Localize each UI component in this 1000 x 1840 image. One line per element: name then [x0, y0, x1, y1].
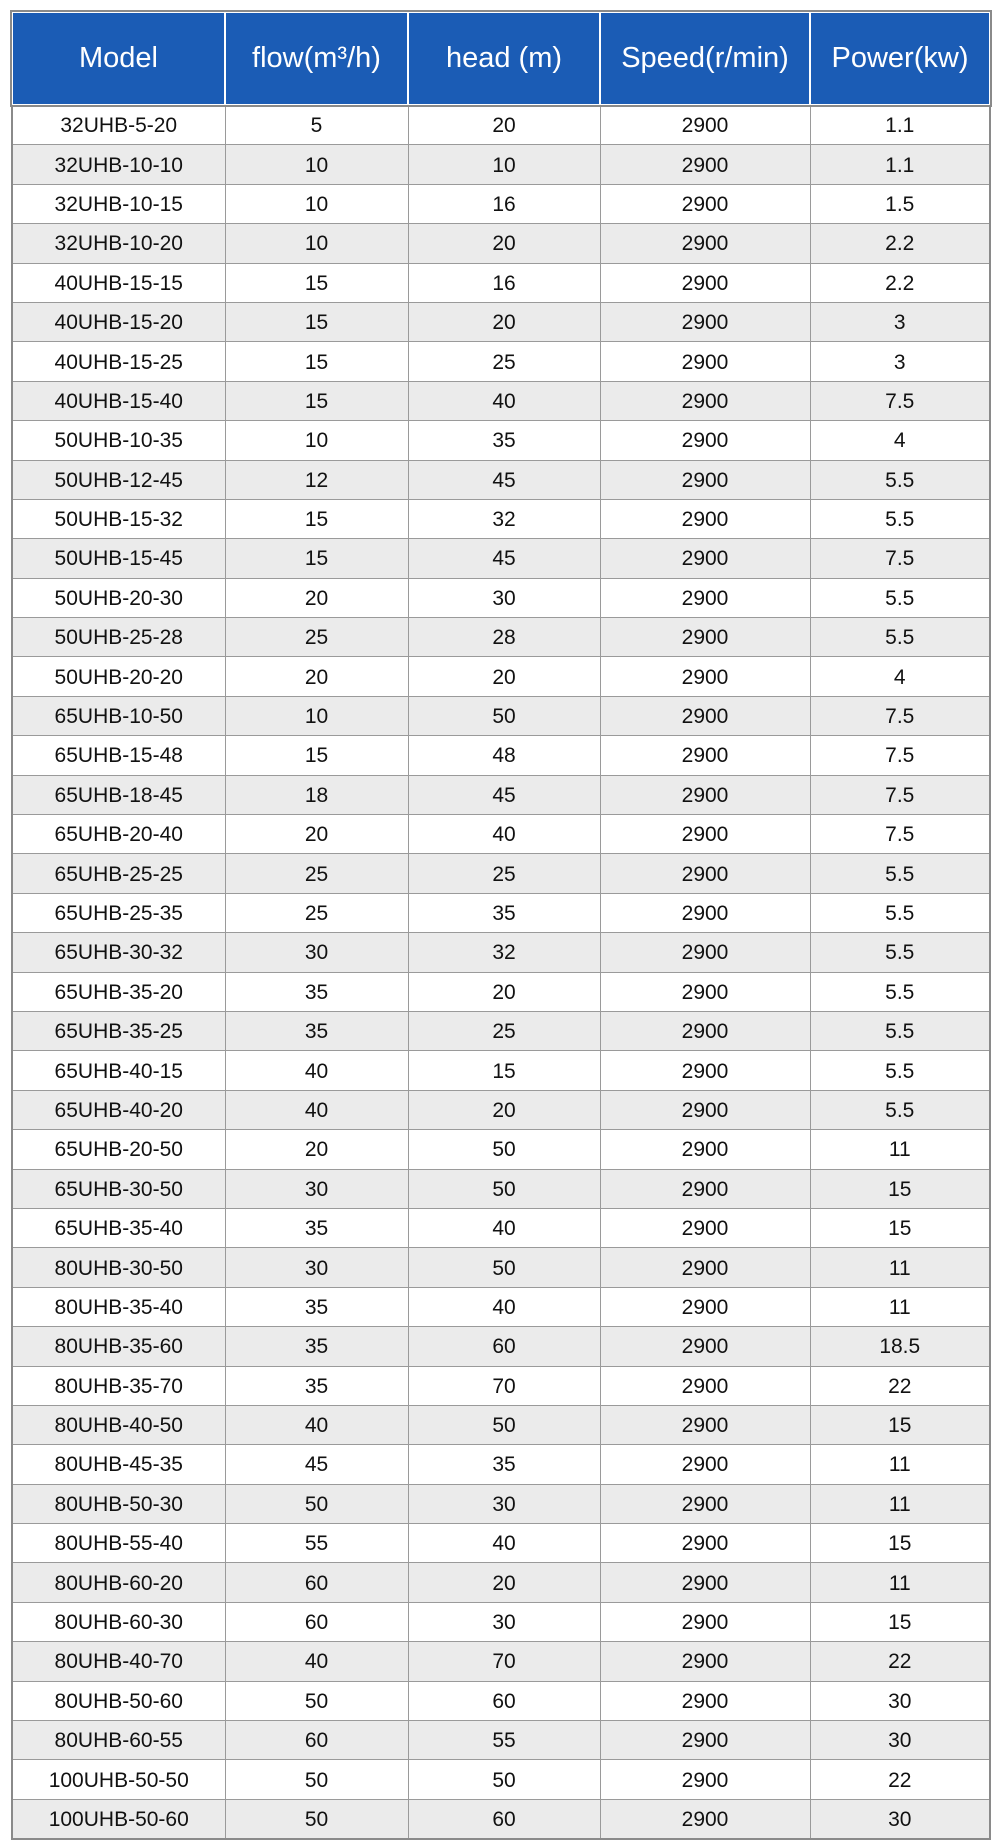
- cell-flow: 40: [225, 1642, 408, 1681]
- cell-head: 25: [408, 1011, 600, 1050]
- cell-head: 25: [408, 342, 600, 381]
- cell-power: 22: [810, 1760, 990, 1799]
- cell-flow: 15: [225, 302, 408, 341]
- cell-speed: 2900: [600, 263, 810, 302]
- cell-speed: 2900: [600, 815, 810, 854]
- cell-power: 7.5: [810, 539, 990, 578]
- cell-speed: 2900: [600, 775, 810, 814]
- table-row: [12, 1090, 990, 1129]
- column-header-flow: flow(m³/h): [225, 12, 408, 105]
- cell-head: 32: [408, 933, 600, 972]
- cell-speed: 2900: [600, 421, 810, 460]
- cell-power: 30: [810, 1721, 990, 1760]
- table-row: [12, 1287, 990, 1326]
- cell-speed: 2900: [600, 618, 810, 657]
- cell-model: 80UHB-60-20: [12, 1563, 225, 1602]
- cell-model: 65UHB-30-50: [12, 1169, 225, 1208]
- table-row: [12, 1248, 990, 1287]
- cell-speed: 2900: [600, 1130, 810, 1169]
- cell-speed: 2900: [600, 1524, 810, 1563]
- cell-power: 3: [810, 342, 990, 381]
- cell-speed: 2900: [600, 145, 810, 184]
- cell-speed: 2900: [600, 105, 810, 145]
- table-row: [12, 578, 990, 617]
- cell-flow: 50: [225, 1760, 408, 1799]
- column-header-head: head (m): [408, 12, 600, 105]
- cell-speed: 2900: [600, 1799, 810, 1839]
- cell-flow: 10: [225, 145, 408, 184]
- cell-speed: 2900: [600, 893, 810, 932]
- cell-model: 50UHB-15-32: [12, 499, 225, 538]
- table-row: [12, 460, 990, 499]
- cell-head: 20: [408, 302, 600, 341]
- cell-model: 50UHB-12-45: [12, 460, 225, 499]
- cell-flow: 15: [225, 381, 408, 420]
- table-row: [12, 421, 990, 460]
- cell-flow: 20: [225, 815, 408, 854]
- table-row: [12, 381, 990, 420]
- cell-flow: 40: [225, 1405, 408, 1444]
- cell-flow: 50: [225, 1681, 408, 1720]
- cell-flow: 55: [225, 1524, 408, 1563]
- cell-head: 16: [408, 263, 600, 302]
- cell-head: 60: [408, 1327, 600, 1366]
- table-row: [12, 1445, 990, 1484]
- cell-speed: 2900: [600, 224, 810, 263]
- cell-flow: 35: [225, 1287, 408, 1326]
- cell-power: 5.5: [810, 578, 990, 617]
- cell-flow: 10: [225, 224, 408, 263]
- cell-power: 3: [810, 302, 990, 341]
- cell-model: 100UHB-50-60: [12, 1799, 225, 1839]
- table-row: [12, 618, 990, 657]
- cell-power: 15: [810, 1405, 990, 1444]
- cell-model: 65UHB-40-15: [12, 1051, 225, 1090]
- cell-power: 5.5: [810, 1090, 990, 1129]
- cell-flow: 60: [225, 1602, 408, 1641]
- table-row: [12, 696, 990, 735]
- table-row: [12, 1524, 990, 1563]
- cell-power: 5.5: [810, 854, 990, 893]
- cell-power: 7.5: [810, 696, 990, 735]
- cell-model: 40UHB-15-25: [12, 342, 225, 381]
- cell-power: 11: [810, 1248, 990, 1287]
- cell-flow: 15: [225, 499, 408, 538]
- cell-speed: 2900: [600, 1051, 810, 1090]
- table-row: [12, 972, 990, 1011]
- cell-model: 65UHB-25-35: [12, 893, 225, 932]
- table-row: [12, 1563, 990, 1602]
- table-row: [12, 105, 990, 145]
- cell-speed: 2900: [600, 1208, 810, 1247]
- cell-head: 50: [408, 1760, 600, 1799]
- cell-speed: 2900: [600, 696, 810, 735]
- table-row: [12, 1799, 990, 1839]
- cell-flow: 35: [225, 1011, 408, 1050]
- cell-model: 80UHB-60-55: [12, 1721, 225, 1760]
- table-row: [12, 893, 990, 932]
- cell-head: 45: [408, 539, 600, 578]
- table-row: [12, 1366, 990, 1405]
- cell-power: 18.5: [810, 1327, 990, 1366]
- cell-speed: 2900: [600, 184, 810, 223]
- cell-speed: 2900: [600, 302, 810, 341]
- cell-flow: 50: [225, 1484, 408, 1523]
- column-header-power: Power(kw): [810, 12, 990, 105]
- cell-flow: 40: [225, 1051, 408, 1090]
- cell-head: 45: [408, 775, 600, 814]
- cell-speed: 2900: [600, 342, 810, 381]
- cell-head: 20: [408, 972, 600, 1011]
- cell-flow: 15: [225, 539, 408, 578]
- table-row: [12, 815, 990, 854]
- cell-flow: 35: [225, 1208, 408, 1247]
- cell-power: 5.5: [810, 933, 990, 972]
- cell-flow: 25: [225, 618, 408, 657]
- cell-head: 45: [408, 460, 600, 499]
- cell-head: 20: [408, 1090, 600, 1129]
- cell-head: 70: [408, 1366, 600, 1405]
- cell-power: 4: [810, 421, 990, 460]
- cell-speed: 2900: [600, 1327, 810, 1366]
- cell-power: 1.5: [810, 184, 990, 223]
- pump-spec-table: [11, 11, 991, 1840]
- cell-power: 1.1: [810, 145, 990, 184]
- cell-power: 11: [810, 1445, 990, 1484]
- table-row: [12, 1208, 990, 1247]
- cell-speed: 2900: [600, 933, 810, 972]
- cell-speed: 2900: [600, 1169, 810, 1208]
- cell-model: 80UHB-30-50: [12, 1248, 225, 1287]
- table-row: [12, 1011, 990, 1050]
- table-row: [12, 145, 990, 184]
- cell-head: 40: [408, 815, 600, 854]
- table-row: [12, 736, 990, 775]
- cell-flow: 20: [225, 578, 408, 617]
- cell-model: 65UHB-15-48: [12, 736, 225, 775]
- table-row: [12, 854, 990, 893]
- table-row: [12, 184, 990, 223]
- cell-head: 10: [408, 145, 600, 184]
- cell-head: 28: [408, 618, 600, 657]
- cell-model: 32UHB-10-15: [12, 184, 225, 223]
- cell-model: 80UHB-35-60: [12, 1327, 225, 1366]
- cell-speed: 2900: [600, 1287, 810, 1326]
- cell-power: 11: [810, 1130, 990, 1169]
- cell-power: 5.5: [810, 499, 990, 538]
- cell-model: 80UHB-40-50: [12, 1405, 225, 1444]
- cell-model: 50UHB-20-30: [12, 578, 225, 617]
- cell-power: 15: [810, 1169, 990, 1208]
- cell-power: 7.5: [810, 381, 990, 420]
- table-row: [12, 263, 990, 302]
- cell-model: 65UHB-35-20: [12, 972, 225, 1011]
- cell-speed: 2900: [600, 854, 810, 893]
- cell-model: 32UHB-10-10: [12, 145, 225, 184]
- cell-flow: 60: [225, 1721, 408, 1760]
- cell-flow: 5: [225, 105, 408, 145]
- table-body: [12, 105, 990, 1839]
- cell-head: 60: [408, 1681, 600, 1720]
- cell-power: 5.5: [810, 1051, 990, 1090]
- cell-speed: 2900: [600, 1484, 810, 1523]
- table-row: [12, 1405, 990, 1444]
- cell-power: 5.5: [810, 1011, 990, 1050]
- cell-speed: 2900: [600, 578, 810, 617]
- cell-head: 35: [408, 421, 600, 460]
- table-row: [12, 539, 990, 578]
- cell-speed: 2900: [600, 1642, 810, 1681]
- cell-model: 80UHB-55-40: [12, 1524, 225, 1563]
- cell-model: 32UHB-10-20: [12, 224, 225, 263]
- cell-model: 50UHB-15-45: [12, 539, 225, 578]
- cell-power: 4: [810, 657, 990, 696]
- cell-head: 32: [408, 499, 600, 538]
- cell-model: 80UHB-60-30: [12, 1602, 225, 1641]
- table-row: [12, 1130, 990, 1169]
- cell-model: 65UHB-35-25: [12, 1011, 225, 1050]
- cell-power: 22: [810, 1366, 990, 1405]
- cell-model: 65UHB-10-50: [12, 696, 225, 735]
- cell-speed: 2900: [600, 736, 810, 775]
- cell-model: 40UHB-15-20: [12, 302, 225, 341]
- cell-head: 60: [408, 1799, 600, 1839]
- cell-power: 7.5: [810, 736, 990, 775]
- table-row: [12, 775, 990, 814]
- table-row: [12, 302, 990, 341]
- cell-model: 50UHB-25-28: [12, 618, 225, 657]
- cell-head: 30: [408, 1484, 600, 1523]
- cell-power: 15: [810, 1524, 990, 1563]
- table-row: [12, 499, 990, 538]
- table-row: [12, 657, 990, 696]
- cell-model: 80UHB-50-60: [12, 1681, 225, 1720]
- cell-head: 50: [408, 696, 600, 735]
- cell-speed: 2900: [600, 1366, 810, 1405]
- cell-model: 100UHB-50-50: [12, 1760, 225, 1799]
- cell-head: 40: [408, 1524, 600, 1563]
- cell-model: 32UHB-5-20: [12, 105, 225, 145]
- cell-power: 11: [810, 1287, 990, 1326]
- cell-head: 50: [408, 1248, 600, 1287]
- cell-power: 5.5: [810, 460, 990, 499]
- cell-model: 65UHB-20-50: [12, 1130, 225, 1169]
- cell-model: 65UHB-20-40: [12, 815, 225, 854]
- cell-head: 35: [408, 1445, 600, 1484]
- cell-power: 1.1: [810, 105, 990, 145]
- cell-flow: 20: [225, 1130, 408, 1169]
- cell-speed: 2900: [600, 1721, 810, 1760]
- table-header: [12, 12, 990, 105]
- cell-head: 40: [408, 1287, 600, 1326]
- cell-power: 22: [810, 1642, 990, 1681]
- cell-flow: 25: [225, 893, 408, 932]
- cell-flow: 45: [225, 1445, 408, 1484]
- cell-power: 30: [810, 1681, 990, 1720]
- cell-power: 7.5: [810, 815, 990, 854]
- table-row: [12, 1602, 990, 1641]
- cell-model: 65UHB-30-32: [12, 933, 225, 972]
- cell-head: 20: [408, 1563, 600, 1602]
- table-row: [12, 1484, 990, 1523]
- cell-flow: 15: [225, 342, 408, 381]
- cell-flow: 15: [225, 736, 408, 775]
- cell-model: 50UHB-10-35: [12, 421, 225, 460]
- cell-head: 35: [408, 893, 600, 932]
- cell-flow: 25: [225, 854, 408, 893]
- cell-speed: 2900: [600, 972, 810, 1011]
- cell-model: 80UHB-35-40: [12, 1287, 225, 1326]
- cell-head: 30: [408, 1602, 600, 1641]
- column-header-model: Model: [12, 12, 225, 105]
- cell-flow: 10: [225, 696, 408, 735]
- cell-head: 20: [408, 105, 600, 145]
- table-row: [12, 933, 990, 972]
- cell-speed: 2900: [600, 1563, 810, 1602]
- table-row: [12, 224, 990, 263]
- cell-head: 20: [408, 657, 600, 696]
- cell-model: 65UHB-35-40: [12, 1208, 225, 1247]
- cell-power: 5.5: [810, 618, 990, 657]
- pump-spec-table-container: [11, 11, 989, 1831]
- cell-head: 50: [408, 1130, 600, 1169]
- cell-head: 40: [408, 1208, 600, 1247]
- cell-speed: 2900: [600, 1090, 810, 1129]
- cell-model: 65UHB-40-20: [12, 1090, 225, 1129]
- cell-flow: 20: [225, 657, 408, 696]
- cell-flow: 50: [225, 1799, 408, 1839]
- table-row: [12, 1721, 990, 1760]
- cell-head: 25: [408, 854, 600, 893]
- cell-flow: 40: [225, 1090, 408, 1129]
- cell-model: 65UHB-25-25: [12, 854, 225, 893]
- table-row: [12, 1681, 990, 1720]
- cell-model: 80UHB-35-70: [12, 1366, 225, 1405]
- column-header-speed: Speed(r/min): [600, 12, 810, 105]
- cell-power: 5.5: [810, 972, 990, 1011]
- cell-speed: 2900: [600, 460, 810, 499]
- cell-speed: 2900: [600, 1248, 810, 1287]
- cell-flow: 10: [225, 184, 408, 223]
- cell-flow: 10: [225, 421, 408, 460]
- cell-flow: 35: [225, 1327, 408, 1366]
- cell-head: 16: [408, 184, 600, 223]
- cell-power: 11: [810, 1484, 990, 1523]
- cell-speed: 2900: [600, 1445, 810, 1484]
- table-row: [12, 1327, 990, 1366]
- cell-model: 50UHB-20-20: [12, 657, 225, 696]
- cell-head: 55: [408, 1721, 600, 1760]
- cell-flow: 12: [225, 460, 408, 499]
- cell-flow: 30: [225, 1169, 408, 1208]
- cell-model: 65UHB-18-45: [12, 775, 225, 814]
- cell-power: 5.5: [810, 893, 990, 932]
- cell-power: 2.2: [810, 224, 990, 263]
- cell-flow: 35: [225, 972, 408, 1011]
- cell-head: 50: [408, 1169, 600, 1208]
- cell-power: 15: [810, 1602, 990, 1641]
- cell-speed: 2900: [600, 1602, 810, 1641]
- cell-power: 2.2: [810, 263, 990, 302]
- cell-head: 30: [408, 578, 600, 617]
- cell-head: 20: [408, 224, 600, 263]
- cell-speed: 2900: [600, 539, 810, 578]
- cell-flow: 15: [225, 263, 408, 302]
- cell-flow: 60: [225, 1563, 408, 1602]
- cell-model: 80UHB-45-35: [12, 1445, 225, 1484]
- table-row: [12, 1051, 990, 1090]
- cell-model: 80UHB-50-30: [12, 1484, 225, 1523]
- cell-power: 11: [810, 1563, 990, 1602]
- cell-head: 40: [408, 381, 600, 420]
- cell-flow: 35: [225, 1366, 408, 1405]
- table-row: [12, 1642, 990, 1681]
- cell-flow: 30: [225, 1248, 408, 1287]
- cell-speed: 2900: [600, 381, 810, 420]
- cell-speed: 2900: [600, 1405, 810, 1444]
- cell-speed: 2900: [600, 1011, 810, 1050]
- cell-power: 7.5: [810, 775, 990, 814]
- cell-model: 40UHB-15-40: [12, 381, 225, 420]
- cell-power: 15: [810, 1208, 990, 1247]
- cell-model: 40UHB-15-15: [12, 263, 225, 302]
- cell-speed: 2900: [600, 657, 810, 696]
- cell-speed: 2900: [600, 1760, 810, 1799]
- header-row: [12, 12, 990, 105]
- cell-speed: 2900: [600, 1681, 810, 1720]
- table-row: [12, 342, 990, 381]
- cell-flow: 18: [225, 775, 408, 814]
- cell-flow: 30: [225, 933, 408, 972]
- cell-head: 70: [408, 1642, 600, 1681]
- table-row: [12, 1760, 990, 1799]
- cell-head: 48: [408, 736, 600, 775]
- cell-speed: 2900: [600, 499, 810, 538]
- cell-power: 30: [810, 1799, 990, 1839]
- cell-head: 50: [408, 1405, 600, 1444]
- cell-head: 15: [408, 1051, 600, 1090]
- table-row: [12, 1169, 990, 1208]
- cell-model: 80UHB-40-70: [12, 1642, 225, 1681]
